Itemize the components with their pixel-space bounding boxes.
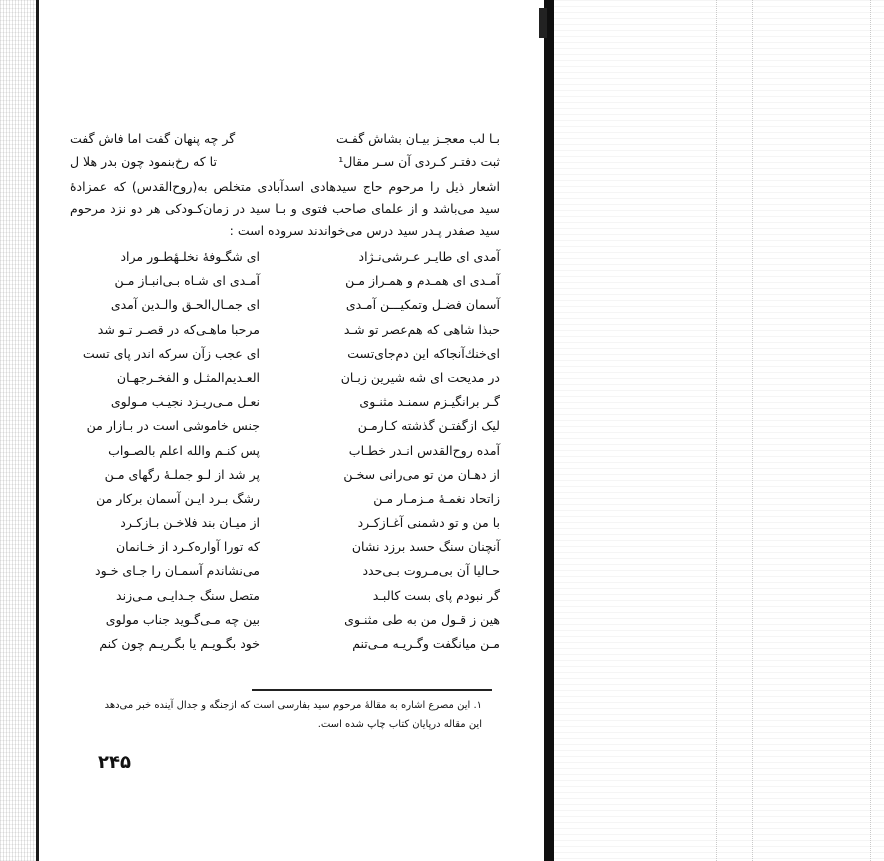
opening-couplets — [70, 128, 500, 176]
hemistich-left: متصل سنگ جـدایـی مـی‌زند — [116, 587, 260, 603]
hemistich-right: هین ز قـول من به طی مثنـوی — [344, 611, 500, 627]
hemistich-right: آسمان فضـل وتمكيـــن آمـدی — [345, 297, 500, 313]
verse-row — [70, 294, 500, 318]
hemistich-left: می‌نشاندم آسمـان را جـای خـود — [95, 563, 260, 579]
page-left-edge — [36, 0, 39, 861]
scan-left-margin — [0, 0, 36, 861]
couplet-row — [70, 128, 500, 150]
verse-row — [70, 633, 500, 657]
hemistich-left: ای شگـوفهٔ نخلـهٔطـور مراد — [120, 249, 260, 264]
scan-dotted-line — [716, 0, 718, 861]
verse-row — [70, 367, 500, 391]
hemistich-right: حـالیا آن بی‌مـروت بـی‌حدد — [362, 563, 500, 579]
verse-row — [70, 391, 500, 415]
verse-row — [70, 246, 500, 270]
verse-row — [70, 536, 500, 560]
hemistich-left: كه تورا آواره‌كـرد از خـانمان — [115, 539, 260, 555]
hemistich-left: ای جمـال‌الحـق والـدین آمدی — [110, 297, 260, 313]
verse-row — [70, 585, 500, 609]
hemistich-right: گـر برانگيـزم سمنـد مثنـوی — [359, 394, 500, 410]
hemistich-right: زاتحاد نغمـهٔ مـزمـار مـن — [373, 490, 500, 506]
hemistich-right: ليک ازگفتـن گذشته كـارمـن — [357, 418, 500, 434]
hemistich-right: در مديحت ای شه شيرين زبـان — [340, 369, 500, 385]
hemistich-left: آمـدی ای شـاه بـی‌انبـاز مـن — [114, 273, 260, 289]
hemistich-left: جنس خاموشی است در بـازار من — [86, 418, 260, 434]
verse-row — [70, 512, 500, 536]
hemistich-right: گر نبودم پای بست كالبـد — [372, 587, 500, 603]
hemistich-left: تا كه رخ‌بنمود چون بدر هلا ل — [70, 154, 217, 169]
hemistich-left: خود بگـويـم يا بگـريـم چون كنم — [99, 636, 260, 651]
page-number: ۲۴۵ — [98, 752, 131, 773]
hemistich-left: بین چه مـی‌گـوید جناب مولوی — [105, 611, 260, 627]
page-gutter-edge — [544, 0, 554, 861]
hemistich-left: العـديم‌المثـل و الفخـرجهـان — [116, 369, 260, 385]
corner-fold-mark — [539, 8, 547, 38]
verse-row — [70, 560, 500, 584]
hemistich-left: گر چه پنهان گفت اما فاش گفت — [70, 131, 236, 146]
hemistich-left: ای عجب زآن سركه اندر پای تست — [82, 345, 260, 361]
hemistich-left: پر شد از لـو جملـهٔ رگهای مـن — [104, 466, 260, 482]
scan-dotted-line — [752, 0, 754, 861]
hemistich-right: آمـدی ای همـدم و همـراز مـن — [345, 273, 500, 289]
hemistich-right: حبذا شاهی كه هم‌عصر تو شـد — [343, 321, 500, 337]
hemistich-right: از دهـان من تو می‌رانی سخـن — [343, 466, 500, 482]
verse-row — [70, 319, 500, 343]
verse-row — [70, 343, 500, 367]
verse-row — [70, 270, 500, 294]
hemistich-right: ثبت دفتـر كـردی آن سـر مقال¹ — [338, 154, 500, 169]
hemistich-left: نعـل مـی‌ریـزد نجيـب مـولوی — [110, 394, 260, 410]
hemistich-right: بـا لب معجـز بيـان بشاش گفـت — [335, 131, 500, 146]
verse-row — [70, 609, 500, 633]
hemistich-left: مرحبا ماهـی‌كه در قصـر تـو شد — [97, 321, 260, 337]
verse-row — [70, 440, 500, 464]
verse-row — [70, 464, 500, 488]
couplet-row — [70, 151, 500, 173]
verse-row — [70, 488, 500, 512]
verse-row — [70, 415, 500, 439]
hemistich-right: مـن میانگفت وگـريـه مـی‌تنم — [352, 636, 500, 651]
footnote-rule — [252, 689, 492, 691]
scan-dotted-line — [870, 0, 872, 861]
scan-right-margin — [554, 0, 884, 861]
poem-verses — [70, 246, 500, 657]
hemistich-left: پس كنـم والله اعلم بالصـواب — [108, 442, 260, 458]
hemistich-right: آمدی ای طایـر عـرشی‌نـژاد — [358, 249, 500, 264]
hemistich-right: ای‌خنك‌آنجاكه این دم‌جای‌تست — [347, 345, 500, 361]
page-body — [70, 128, 500, 657]
intro-paragraph: اشعار ذيل را مرحوم حاج سيدهادى اسدآبادى متخلص به(روح‌القدس) كه عمزادهٔ سيد مى‌باشد و از علماى صاحب فتوى و بـا سيد در زمان‌كـودكى هر دو نزد مرحوم سيد صفدر پـدر سيد درس مى‌خواندند سروده است : — [70, 179, 500, 238]
hemistich-right: آمده روح‌القدس انـدر خطـاب — [348, 442, 500, 458]
hemistich-left: رشگ بـرد ایـن آسمان بركار من — [96, 490, 260, 506]
hemistich-left: از میـان بند فلاخـن بـازكـرد — [120, 515, 260, 531]
footnote: ۱. این مصرع اشاره به مقالهٔ مرحوم سید بفارسی است كه ازجنگه و جدال آینده خبر می‌دهد این مقاله درپایان كتاب چاپ شده است. — [104, 700, 482, 730]
hemistich-right: آنچنان سنگ حسد برزد نشان — [351, 539, 500, 555]
hemistich-right: با من و تو دشمنی آغـازكـرد — [357, 515, 500, 531]
